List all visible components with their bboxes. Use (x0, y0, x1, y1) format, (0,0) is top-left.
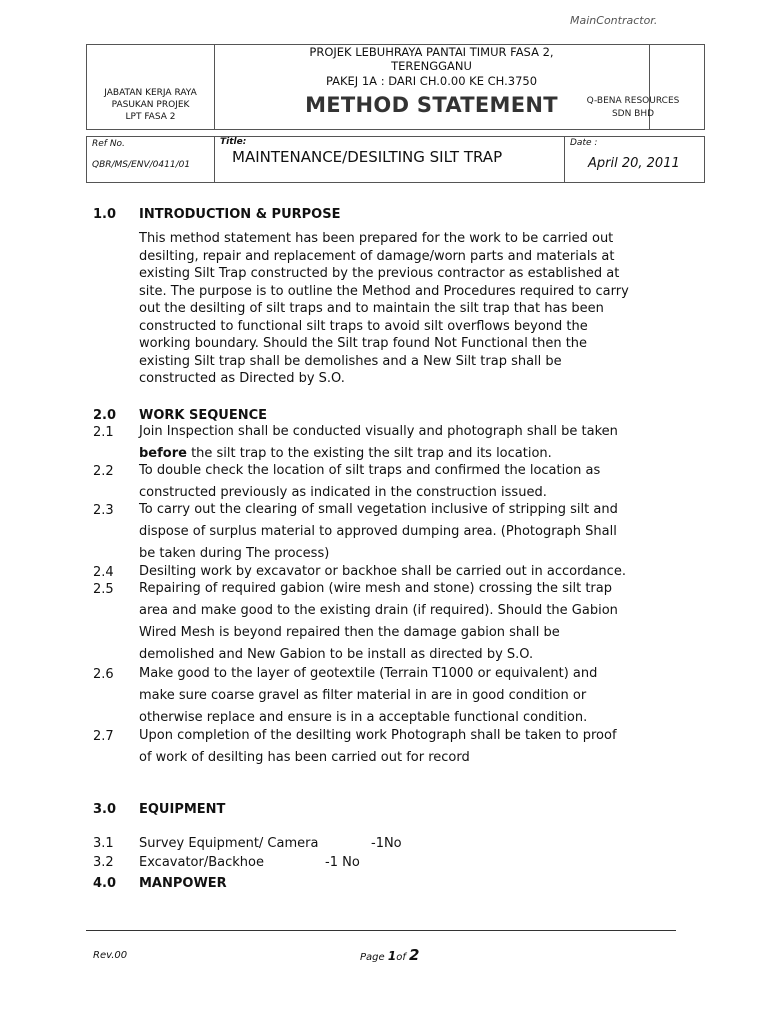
item-line: demolished and New Gabion to be install as directed by S.O. (139, 647, 534, 662)
item-number: 2.4 (93, 565, 114, 580)
section-number: 1.0 (93, 207, 117, 222)
section-number: 3.0 (93, 802, 117, 817)
revision-label: Rev.00 (93, 950, 128, 961)
item-line: be taken during The process) (139, 546, 330, 561)
section-number: 4.0 (93, 876, 117, 891)
project-line: PAKEJ 1A : DARI CH.0.00 KE CH.3750 (325, 74, 538, 88)
item-number: 2.7 (93, 729, 114, 744)
work-item (139, 663, 675, 729)
department-line: LPT FASA 2 (125, 112, 176, 122)
item-text: the silt trap to the existing the silt trap and its location. (186, 446, 552, 461)
equipment-name: Survey Equipment/ Camera (139, 836, 319, 851)
section-number: 2.0 (93, 408, 117, 423)
equipment-qty: -1No (371, 836, 402, 851)
title-value: MAINTENANCE/DESILTING SILT TRAP (232, 148, 503, 166)
item-number: 2.5 (93, 582, 114, 597)
item-line: Wired Mesh is beyond repaired then the damage gabion shall be (139, 625, 560, 640)
item-line: otherwise replace and ensure is in a acceptable functional condition. (139, 710, 588, 725)
date-value: April 20, 2011 (588, 156, 680, 171)
paragraph-line: constructed as Directed by S.O. (139, 371, 345, 386)
of-label: of (396, 952, 410, 963)
paragraph-line: out the desilting of silt traps and to maintain the silt trap that has been (139, 301, 604, 316)
equipment-name: Excavator/Backhoe (139, 855, 264, 870)
item-number: 3.2 (93, 855, 114, 870)
ref-value: QBR/MS/ENV/0411/01 (92, 160, 191, 170)
paragraph-line: working boundary. Should the Silt trap found Not Functional then the (139, 336, 588, 351)
section-heading: MANPOWER (139, 876, 227, 891)
divider (564, 137, 565, 182)
paragraph-line: site. The purpose is to outline the Method and Procedures required to carry (139, 283, 629, 299)
divider (214, 137, 215, 182)
department-line: JABATAN KERJA RAYA (104, 88, 197, 98)
date-label: Date : (570, 138, 598, 148)
main-contractor-label: MainContractor. (570, 14, 658, 27)
item-number: 3.1 (93, 836, 114, 851)
title-label: Title: (220, 137, 247, 147)
section-heading: WORK SEQUENCE (139, 408, 268, 423)
project-line: PROJEK LEBUHRAYA PANTAI TIMUR FASA 2, (309, 45, 554, 59)
contractor-line: SDN BHD (611, 109, 655, 119)
project-line: TERENGGANU (391, 59, 472, 73)
item-line: dispose of surplus material to approved dumping area. (Photograph Shall (139, 524, 617, 539)
paragraph-line: desilting, repair and replacement of damage/worn parts and materials at (139, 248, 615, 264)
item-line: make sure coarse gravel as filter material in are in good condition or (139, 688, 587, 703)
page-total: 2 (409, 946, 420, 964)
work-item (139, 499, 675, 565)
item-line: Make good to the layer of geotextile (Terrain T1000 or equivalent) and (139, 666, 598, 681)
item-line: To carry out the clearing of small vegetation inclusive of stripping silt and (139, 502, 618, 517)
footer-rule (86, 930, 676, 931)
emphasis-text: before (139, 446, 187, 461)
item-line: To double check the location of silt traps and confirmed the location as (139, 463, 601, 478)
intro-paragraph (139, 230, 675, 388)
section-heading: INTRODUCTION & PURPOSE (139, 207, 341, 222)
work-item (139, 578, 675, 666)
section-heading: EQUIPMENT (139, 802, 226, 817)
item-number: 2.1 (93, 425, 114, 440)
item-line: area and make good to the existing drain (if required). Should the Gabion (139, 603, 618, 618)
item-number: 2.2 (93, 464, 114, 479)
work-item (139, 725, 675, 769)
equipment-qty: -1 No (325, 855, 360, 870)
item-line: Upon completion of the desilting work Photograph shall be taken to proof (139, 728, 617, 743)
item-line: Desilting work by excavator or backhoe shall be carried out in accordance. (139, 564, 626, 579)
item-line: Join Inspection shall be conducted visually and photograph shall be taken (139, 424, 618, 439)
paragraph-line: This method statement has been prepared for the work to be carried out (139, 231, 614, 246)
page-number: 1 (387, 949, 397, 963)
item-line: of work of desilting has been carried out for record (139, 750, 470, 765)
item-number: 2.3 (93, 503, 114, 518)
document-title: METHOD STATEMENT (305, 93, 558, 117)
contractor-line: Q-BENA RESOURCES (586, 96, 680, 106)
department-line: PASUKAN PROJEK (111, 100, 190, 110)
work-item (139, 460, 675, 504)
paragraph-line: existing Silt trap shall be demolishes and a New Silt trap shall be (139, 353, 562, 369)
item-line: constructed previously as indicated in the construction issued. (139, 485, 547, 500)
item-line: Repairing of required gabion (wire mesh and stone) crossing the silt trap (139, 581, 612, 596)
work-item (139, 421, 675, 465)
item-number: 2.6 (93, 667, 114, 682)
page-label: Page (360, 952, 388, 963)
page-indicator (360, 945, 419, 964)
ref-label: Ref No. (92, 139, 125, 149)
paragraph-line: existing Silt Trap constructed by the previous contractor as established at (139, 266, 620, 281)
paragraph-line: constructed to functional silt traps to avoid silt overflows beyond the (139, 318, 588, 334)
department-cell (87, 45, 215, 129)
